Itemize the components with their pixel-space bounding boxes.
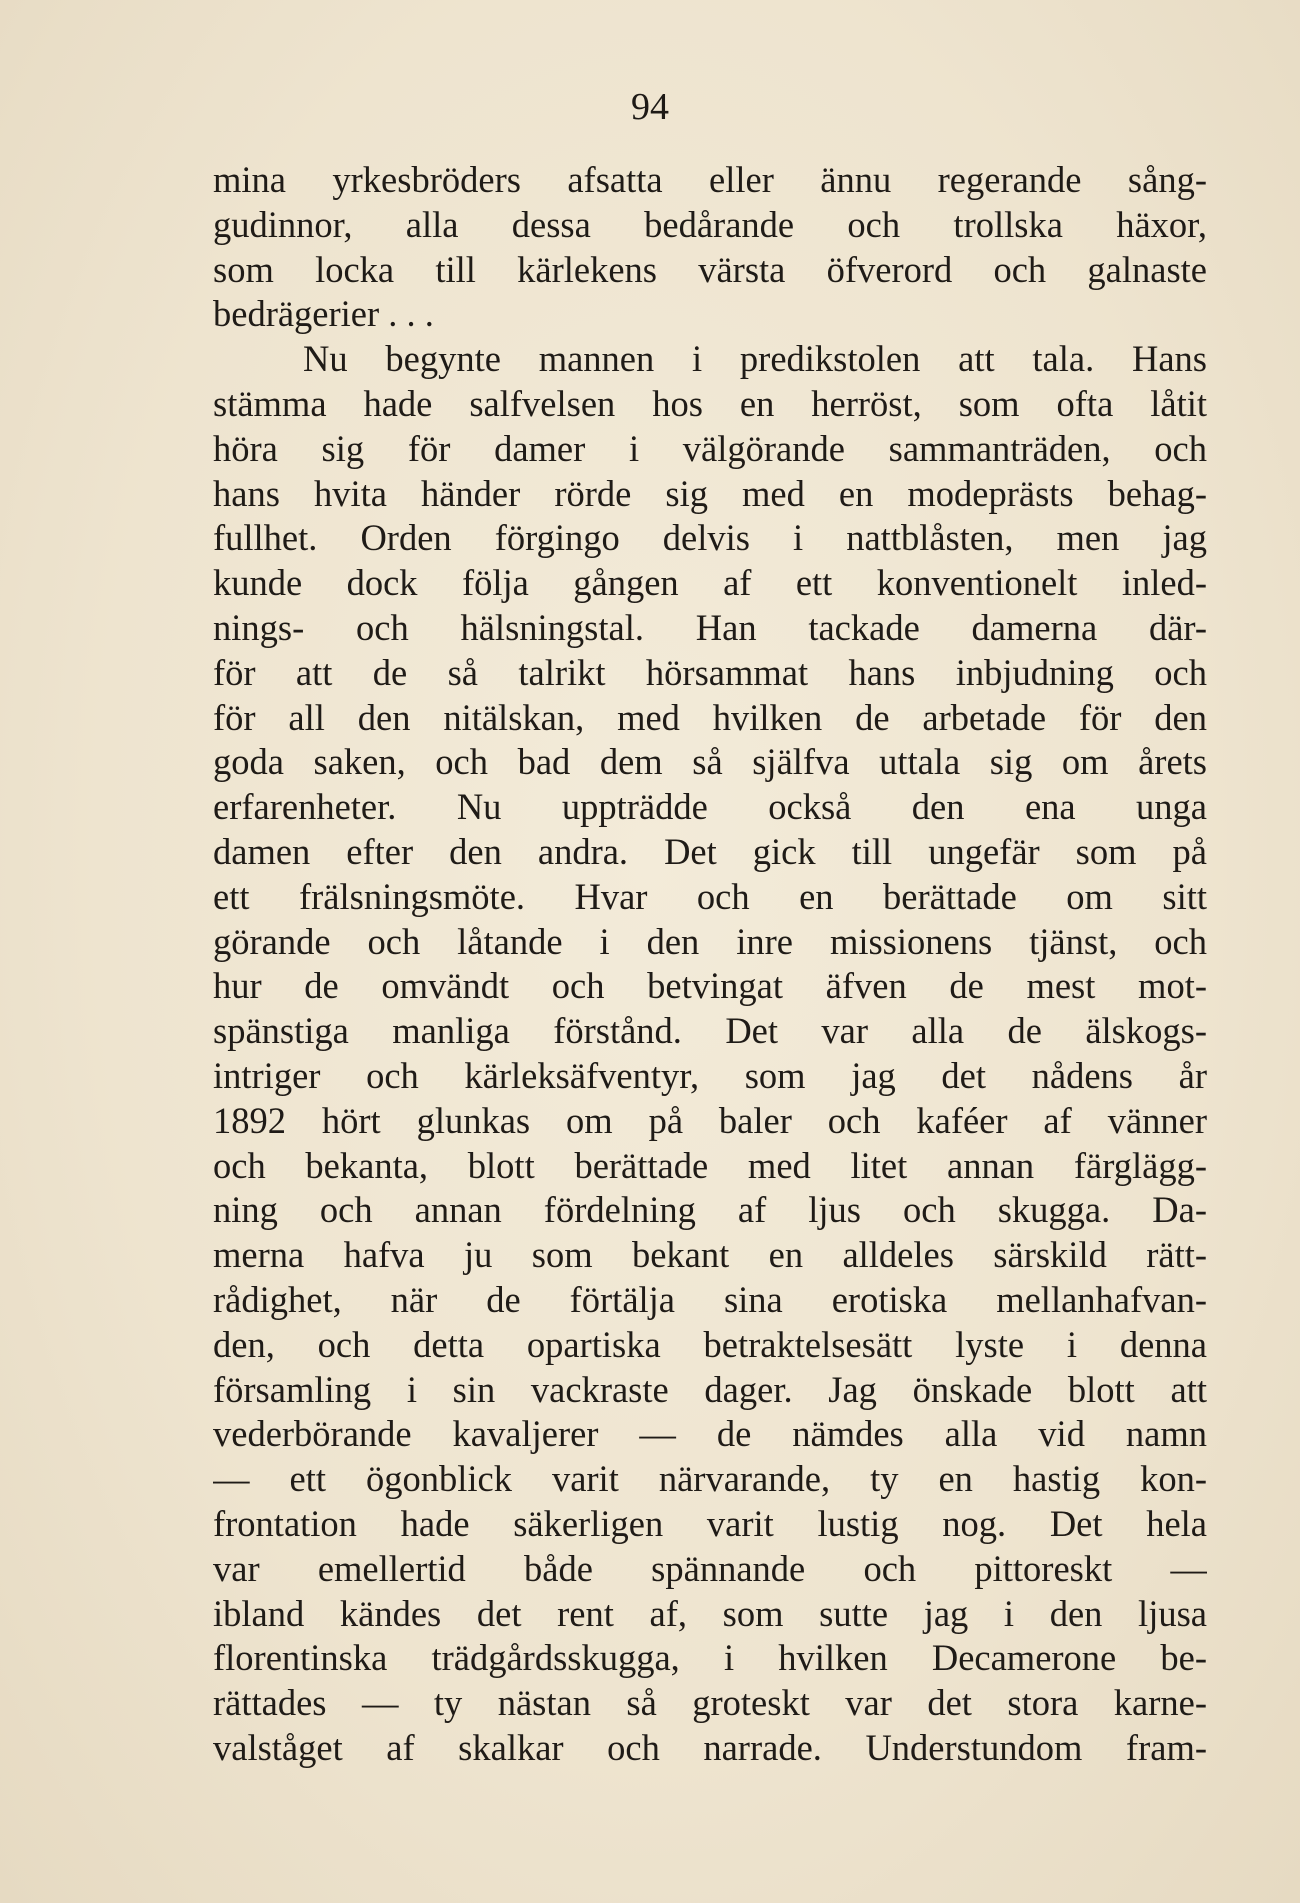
text-line: var emellertid både spännande och pittoreskt — <box>213 1547 1207 1589</box>
text-line: ett frälsningsmöte. Hvar och en berättade om sitt <box>213 875 1207 917</box>
text-line: mina yrkesbröders afsatta eller ännu regerande sång- <box>213 159 1207 200</box>
text-line: erfarenheter. Nu uppträdde också den ena unga <box>213 786 1207 828</box>
text-line: merna hafva ju som bekant en alldeles särskild rätt- <box>213 1234 1207 1276</box>
text-line: kunde dock följa gången af ett konventionelt inled- <box>213 562 1207 604</box>
text-line: — ett ögonblick varit närvarande, ty en hastig kon- <box>213 1458 1207 1500</box>
text-line: för att de så talrikt hörsammat hans inbjudning och <box>213 651 1207 693</box>
text-line: florentinska trädgårdsskugga, i hvilken Decamerone be- <box>213 1637 1207 1679</box>
text-line: spänstiga manliga förstånd. Det var alla de älskogs- <box>213 1010 1207 1052</box>
text-line: görande och låtande i den inre missionens tjänst, och <box>213 920 1207 962</box>
text-line: för all den nitälskan, med hvilken de arbetade för den <box>213 696 1207 738</box>
text-line: fullhet. Orden förgingo delvis i nattblåsten, men jag <box>213 517 1207 559</box>
text-line: rättades — ty nästan så groteskt var det stora karne- <box>213 1682 1207 1724</box>
text-line: höra sig för damer i välgörande sammanträden, och <box>213 427 1207 469</box>
text-line: och bekanta, blott berättade med litet annan färglägg- <box>213 1144 1207 1186</box>
text-line: bedrägerier . . . <box>213 293 434 335</box>
body-text <box>213 158 1207 1771</box>
text-line: goda saken, och bad dem så själfva uttala sig om årets <box>213 741 1207 783</box>
page-number: 94 <box>631 86 669 128</box>
text-line: ning och annan fördelning af ljus och skugga. Da- <box>213 1189 1207 1231</box>
text-line: hans hvita händer rörde sig med en modeprästs behag- <box>213 472 1207 514</box>
text-line: ibland kändes det rent af, som sutte jag i den ljusa <box>213 1592 1207 1634</box>
text-line: nings- och hälsningstal. Han tackade damerna där- <box>213 606 1207 648</box>
text-line: vederbörande kavaljerer — de nämdes alla vid namn <box>213 1413 1207 1455</box>
text-line: Nu begynte mannen i predikstolen att tala. Hans <box>303 338 1207 380</box>
text-line: hur de omvändt och betvingat äfven de mest mot- <box>213 965 1207 1007</box>
text-line: församling i sin vackraste dager. Jag önskade blott att <box>213 1368 1207 1410</box>
text-line: intriger och kärleksäfventyr, som jag det nådens år <box>213 1054 1207 1096</box>
text-line: gudinnor, alla dessa bedårande och trollska häxor, <box>213 203 1207 245</box>
text-line: som locka till kärlekens värsta öfverord och galnaste <box>213 248 1207 290</box>
text-line: rådighet, när de förtälja sina erotiska mellanhafvan- <box>213 1278 1207 1320</box>
text-line: damen efter den andra. Det gick till ungefär som på <box>213 830 1207 872</box>
text-line: frontation hade säkerligen varit lustig nog. Det hela <box>213 1502 1207 1544</box>
text-line: valståget af skalkar och narrade. Understundom fram- <box>213 1726 1207 1768</box>
text-line: den, och detta opartiska betraktelsesätt lyste i denna <box>213 1323 1207 1365</box>
text-line: stämma hade salfvelsen hos en herröst, som ofta låtit <box>213 382 1207 424</box>
text-line: 1892 hört glunkas om på baler och kaféer af vänner <box>213 1099 1207 1141</box>
